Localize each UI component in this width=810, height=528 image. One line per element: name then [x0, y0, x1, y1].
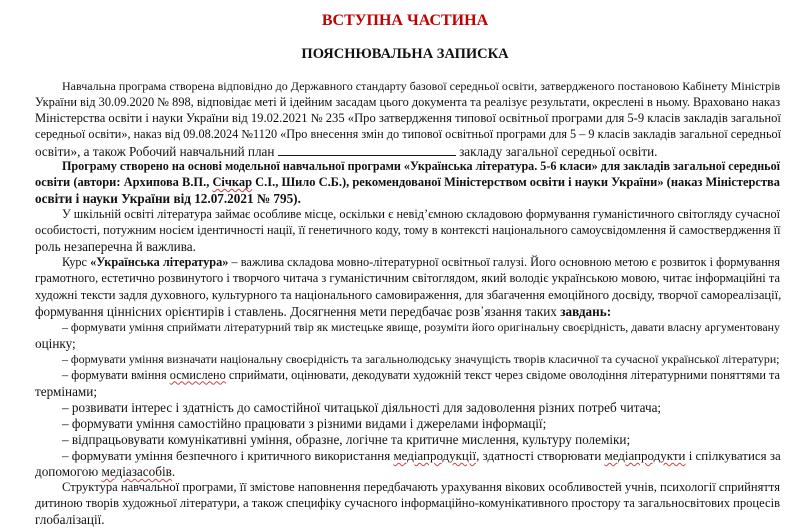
text-segment: освіти (автори: Архипова В.П., [35, 175, 213, 190]
paragraph-line: дитиною творів художньої літератури, а також специфіку сучасного інформаційно-комунікативного простору та загальносвітових процесів [35, 496, 781, 510]
paragraph-line: України від 30.09.2020 № 898, відповідає меті й ідейним засадам цього документа та реалізує результати, окреслені в ньому. Враховано наказ [35, 95, 781, 109]
spellcheck-word: медіапродукції [393, 447, 477, 463]
text-segment: – формувати вміння [62, 367, 170, 382]
task-item-continuation: термінами; [35, 383, 97, 399]
task-item: – відпрацьовувати комунікативні уміння, образне, логічне та критичне мислення, культуру полеміки; [62, 431, 631, 447]
paragraph-line: художні тексти задля духовного, культурного та національного самовираження, для збагачення емоційного досвіду, творчої самореалізації, [35, 287, 782, 302]
paragraph-line: роль незаперечна й важлива. [35, 239, 196, 255]
paragraph-line: грамотного, естетично розвинутого і творчого читача з гуманістичним світоглядом, який володіє українською мовою, читає інформаційні та [35, 271, 780, 286]
text-segment: формування ціннісних орієнтирів і ставлень. Досягнення мети передбачає розв᾽язання таких [35, 303, 561, 319]
spellcheck-word: медіазасобів [101, 463, 172, 479]
text-segment: сприймати, оцінювати, декодувати художній текст через свідоме оволодіння літературними поняттями та [225, 367, 780, 382]
text-segment: і спілкуватися за [685, 447, 781, 463]
text-segment: освіти», а також Робочий навчальний план [35, 144, 275, 160]
paragraph-line: Структура навчальної програми, її змістове наповнення передбачають урахування вікових особливостей учнів, психології сприйняття [62, 479, 781, 494]
text-segment: , здатності створювати [476, 447, 605, 463]
text-segment: – формувати уміння безпечного і критичного використання [62, 447, 394, 463]
paragraph-line: середньої освіти», наказ від 09.08.2024 №1120 «Про внесення змін до типової освітньої програми для 5 – 9 класів закладів загальної середньої [35, 127, 782, 142]
explanatory-note-heading: ПОЯСНЮВАЛЬНА ЗАПИСКА [301, 46, 509, 62]
task-item-continuation [35, 464, 780, 479]
task-item: – формувати уміння сприймати літературний твір як мистецьке явище, розуміти його оригінальну своєрідність, давати власну аргументовану [62, 319, 780, 334]
task-item: – формувати уміння самостійно працювати з різними видами і джерелами інформації; [62, 415, 547, 431]
tasks-label: завдань: [560, 303, 612, 319]
paragraph-line: Програму створено на основі модельної навчальної програми «Українська література. 5-6 класи» для закладів загальної середньої [62, 159, 780, 174]
paragraph-line: особистості, потужним носієм ідентичності нації, її генетичного коду, тому в контексті національного самоусвідомлення й самоствердження її [35, 223, 781, 238]
paragraph-line [62, 255, 780, 270]
paragraph-line: освіти і науки України від 12.07.2021 № 795). [35, 191, 301, 207]
spellcheck-word: Січкар [212, 175, 253, 190]
blank-fill-line [278, 143, 456, 156]
paragraph-line [35, 304, 780, 319]
spellcheck-word: медіапродукти [604, 447, 686, 463]
task-item [62, 448, 780, 463]
paragraph-line [35, 175, 780, 190]
paragraph-line: Міністерства освіти і науки України від 19.02.2021 № 235 «Про затвердження типової освітньої програми для 5-9 класів закладів загальної [35, 111, 781, 126]
paragraph-line: глобалізації. [35, 512, 105, 527]
text-segment: С.І., Шило С.Б.), рекомендованої Міністерством освіти і науки України» (наказ Міністерства [252, 175, 780, 190]
paragraph-line: У шкільній освіті література займає особливе місце, оскільки є невід’ємною складовою формування гуманістичного світогляду сучасної [62, 207, 781, 222]
text-segment: допомогою [35, 463, 102, 479]
task-item: – формувати уміння визначати національну своєрідність та загальнолюдську значущість творів класичної та сучасної української літератури; [62, 351, 780, 366]
spellcheck-word: осмислено [169, 367, 226, 382]
task-item [62, 368, 780, 383]
paragraph-line [35, 143, 780, 159]
task-item-continuation: оцінку; [35, 335, 76, 351]
section-heading: ВСТУПНА ЧАСТИНА [321, 12, 489, 29]
paragraph-line: Навчальна програма створена відповідно до Державного стандарту базової середньої освіти, затвердженого постановою Кабінету Міністрів [62, 79, 781, 93]
text-segment: – важлива складова мовно-літературної освітньої галузі. Його основною метою є розвиток і формування [228, 255, 780, 270]
text-segment: Курс [62, 255, 91, 270]
text-segment: закладу загальної середньої освіти. [459, 144, 658, 160]
task-item: – розвивати інтерес і здатність до самостійної читацької діяльності для задоволення різних потреб читача; [62, 399, 662, 415]
course-name: «Українська література» [90, 255, 229, 270]
text-segment: . [171, 463, 176, 479]
